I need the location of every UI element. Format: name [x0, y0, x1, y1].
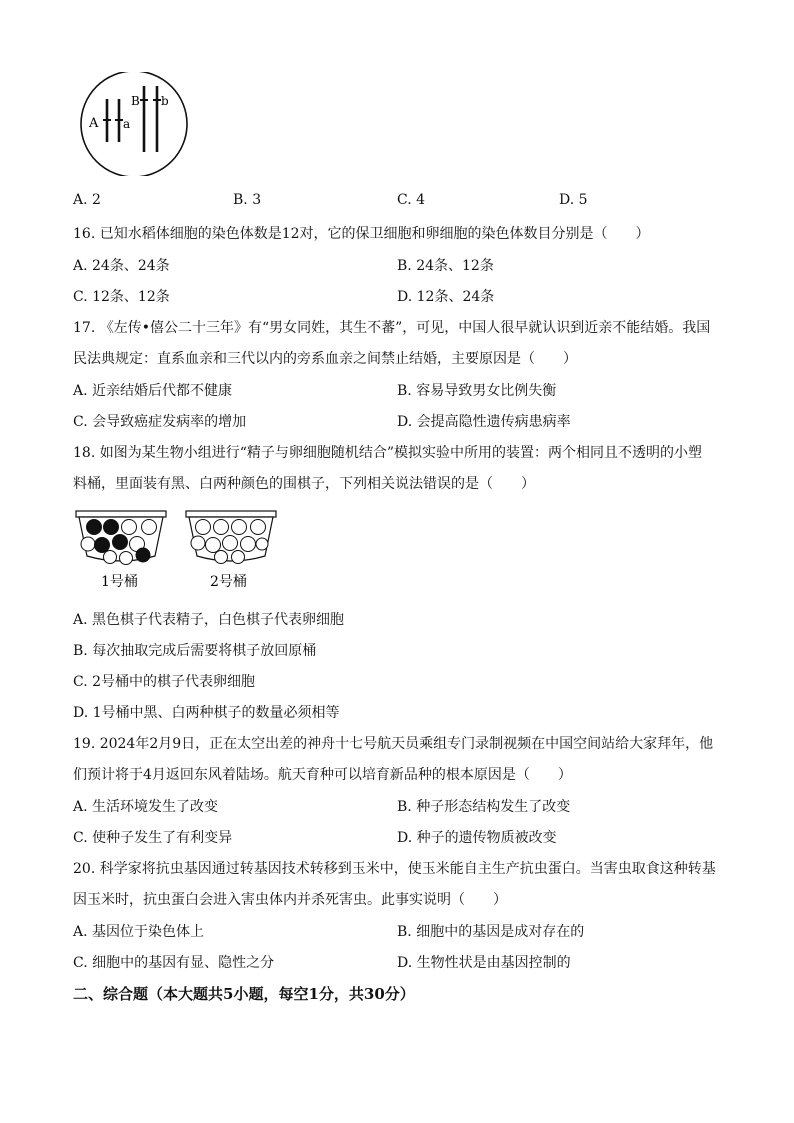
white-piece [214, 520, 229, 535]
q15-option-d[interactable]: D. 5 [559, 192, 588, 208]
black-piece [136, 548, 150, 562]
label-B: B [131, 94, 140, 108]
label-a: a [123, 117, 131, 131]
white-piece [196, 520, 211, 535]
white-piece [81, 537, 95, 551]
q18-option-a[interactable]: A. 黑色棋子代表精子，白色棋子代表卵细胞 [73, 612, 345, 628]
q20-option-d[interactable]: D. 生物性状是由基因控制的 [397, 955, 571, 971]
label-b: b [161, 94, 169, 108]
white-piece [232, 520, 247, 535]
q20-stem-line2: 因玉米时，抗虫蛋白会进入害虫体内并杀死害虫。此事实说明（ ） [73, 892, 507, 908]
q17-option-b[interactable]: B. 容易导致男女比例失衡 [397, 383, 557, 399]
q18-stem-line1: 18. 如图为某生物小组进行“精子与卵细胞随机结合”模拟实验中所用的装置：两个相同且不透明的小塑 [73, 445, 703, 461]
q18-stem-line2: 料桶，里面装有黑、白两种颜色的围棋子，下列相关说法错误的是（ ） [73, 476, 535, 492]
q20-option-c[interactable]: C. 细胞中的基因有显、隐性之分 [73, 955, 275, 971]
q16-option-b[interactable]: B. 24条、12条 [397, 258, 494, 274]
black-piece [95, 538, 110, 553]
q15-option-a[interactable]: A. 2 [73, 192, 101, 208]
q19-stem-line2: 们预计将于4月返回东风着陆场。航天育种可以培育新品种的根本原因是（ ） [73, 767, 572, 783]
section-2-title: 二、综合题（本大题共5小题，每空1分，共30分） [73, 985, 415, 1003]
bucket-figure [74, 508, 284, 594]
white-piece [256, 538, 268, 550]
q17-option-d[interactable]: D. 会提高隐性遗传病患病率 [397, 414, 571, 430]
q17-option-c[interactable]: C. 会导致癌症发病率的增加 [73, 414, 247, 430]
q15-option-b[interactable]: B. 3 [233, 192, 262, 208]
q17-stem-line1: 17. 《左传•僖公二十三年》有“男女同姓，其生不蕃”，可见，中国人很早就认识到近亲不能结婚。我国 [73, 320, 711, 336]
q17-stem-line2: 民法典规定：直系血亲和三代以内的旁系血亲之间禁止结婚，主要原因是（ ） [73, 351, 577, 367]
white-piece [120, 552, 133, 565]
q18-option-c[interactable]: C. 2号桶中的棋子代表卵细胞 [73, 674, 256, 690]
white-piece [232, 551, 245, 564]
bucket-2 [186, 511, 276, 564]
q18-option-b[interactable]: B. 每次抽取完成后需要将棋子放回原桶 [73, 643, 317, 659]
q16-stem: 16. 已知水稻体细胞的染色体数是12对，它的保卫细胞和卵细胞的染色体数目分别是（ ） [73, 226, 650, 242]
q20-option-a[interactable]: A. 基因位于染色体上 [73, 924, 205, 940]
q20-stem-line1: 20. 科学家将抗虫基因通过转基因技术转移到玉米中，使玉米能自主生产抗虫蛋白。当害虫取食这种转基 [73, 861, 716, 877]
q20-option-b[interactable]: B. 细胞中的基因是成对存在的 [397, 924, 585, 940]
q17-option-a[interactable]: A. 近亲结婚后代都不健康 [73, 383, 233, 399]
white-piece [206, 538, 221, 553]
q16-option-d[interactable]: D. 12条、24条 [397, 289, 495, 305]
q16-option-c[interactable]: C. 12条、12条 [73, 289, 170, 305]
label-A: A [89, 116, 99, 131]
white-piece [122, 520, 137, 535]
black-piece [113, 535, 128, 550]
black-piece [87, 520, 102, 535]
q19-stem-line1: 19. 2024年2月9日，正在太空出差的神舟十七号航天员乘组专门录制视频在中国空间站给大家拜年，他 [73, 736, 714, 752]
bucket-1 [76, 511, 166, 565]
q19-option-b[interactable]: B. 种子形态结构发生了改变 [397, 799, 571, 815]
q18-option-d[interactable]: D. 1号桶中黑、白两种棋子的数量必须相等 [73, 705, 340, 721]
q19-option-c[interactable]: C. 使种子发生了有利变异 [73, 830, 233, 846]
white-piece [215, 551, 228, 564]
q15-option-c[interactable]: C. 4 [397, 192, 426, 208]
bucket-1-label: 1号桶 [101, 574, 138, 590]
black-piece [104, 520, 119, 535]
white-piece [191, 536, 205, 550]
white-piece [241, 537, 256, 552]
white-piece [104, 551, 117, 564]
q16-option-a[interactable]: A. 24条、24条 [73, 258, 170, 274]
q19-option-d[interactable]: D. 种子的遗传物质被改变 [397, 830, 557, 846]
q19-option-a[interactable]: A. 生活环境发生了改变 [73, 799, 219, 815]
white-piece [223, 536, 238, 551]
chromosome-figure [76, 72, 192, 176]
white-piece [142, 520, 157, 535]
white-piece [251, 520, 266, 535]
bucket-2-label: 2号桶 [210, 574, 247, 590]
